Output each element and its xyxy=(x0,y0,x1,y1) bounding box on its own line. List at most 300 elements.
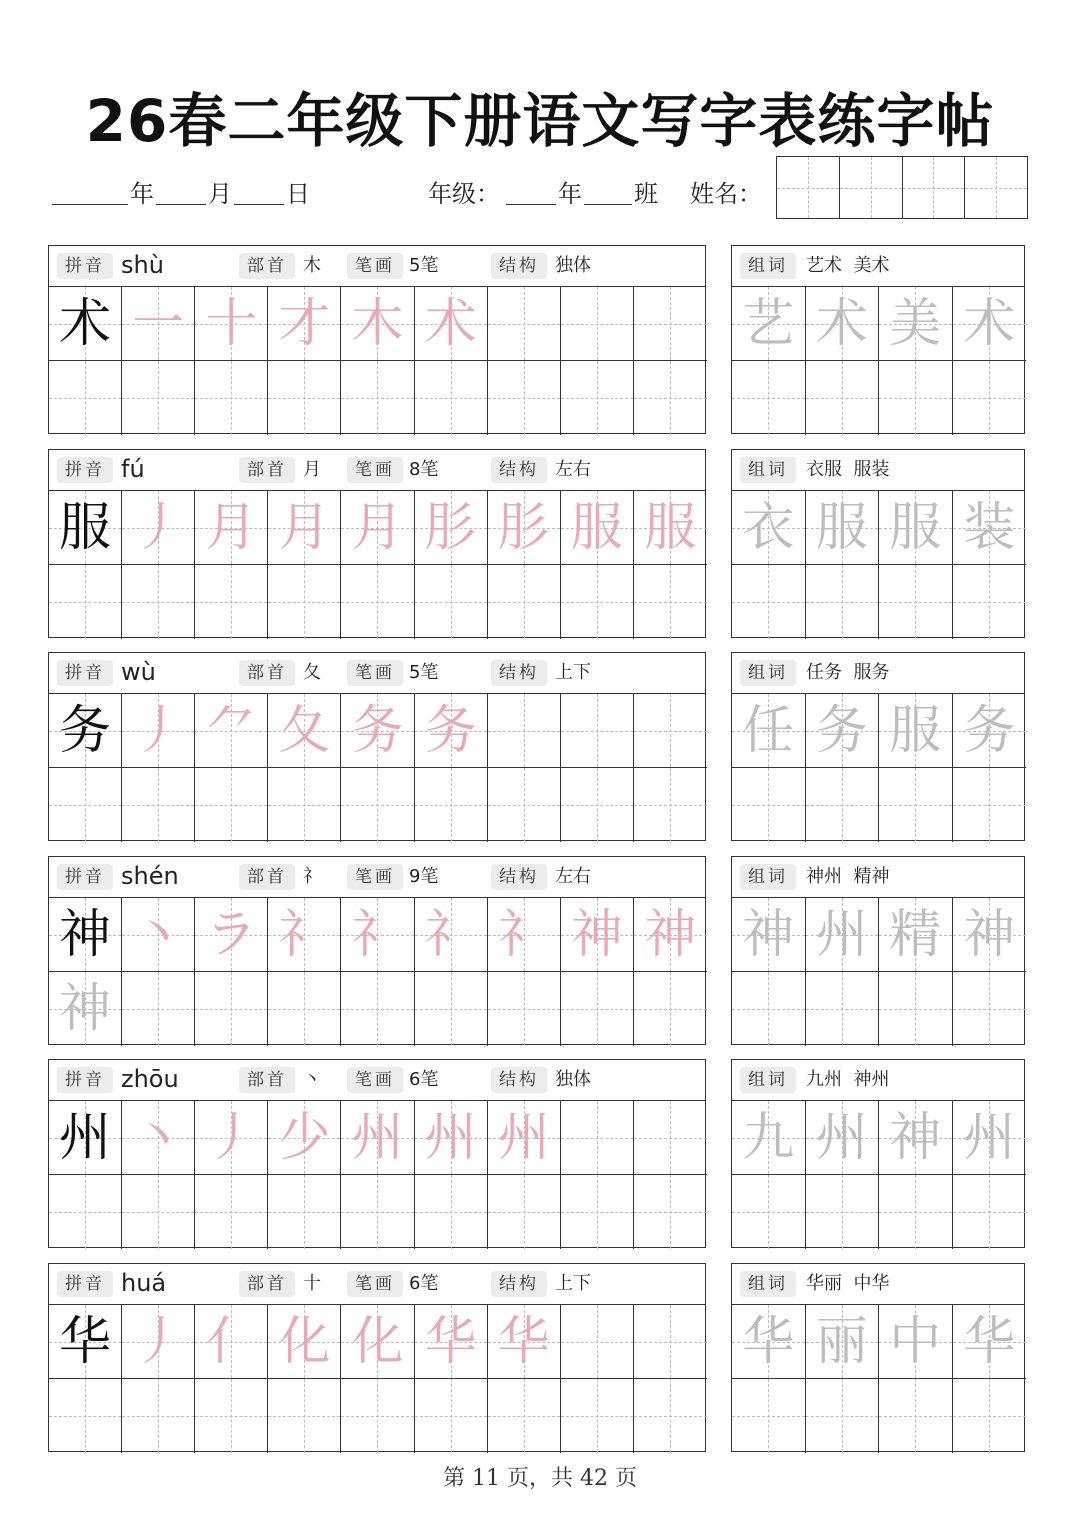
grade-year-label: 年 xyxy=(558,180,582,208)
word-cell[interactable] xyxy=(806,287,880,361)
strokes-tag: 笔画 xyxy=(347,864,403,890)
writing-cell[interactable] xyxy=(268,287,341,361)
char-info-header xyxy=(49,1060,705,1101)
word-cell[interactable] xyxy=(732,491,806,565)
writing-cell[interactable] xyxy=(634,1379,707,1453)
word-cell[interactable] xyxy=(953,491,1027,565)
word-header xyxy=(732,1264,1024,1305)
writing-cell[interactable] xyxy=(195,565,268,639)
stroke-order-step xyxy=(488,287,560,360)
writing-cell[interactable] xyxy=(488,768,561,842)
writing-cell[interactable] xyxy=(268,768,341,842)
stroke-order-step: 才 xyxy=(278,293,331,354)
stroke-order-step xyxy=(561,1305,633,1378)
pinyin-value: huá xyxy=(121,1269,167,1297)
writing-cell[interactable] xyxy=(488,1379,561,1453)
pinyin-tag: 拼音 xyxy=(57,457,113,483)
writing-cell[interactable] xyxy=(488,565,561,639)
radical-tag: 部首 xyxy=(239,660,295,686)
writing-cell[interactable] xyxy=(49,694,122,768)
stroke-order-step: 华 xyxy=(497,1311,550,1372)
writing-cell[interactable] xyxy=(561,1175,634,1249)
word-header xyxy=(732,653,1024,694)
writing-cell[interactable] xyxy=(341,1175,414,1249)
stroke-order-step: 服 xyxy=(570,497,623,558)
word-header xyxy=(732,450,1024,491)
word-cell[interactable] xyxy=(806,565,880,639)
word-cell[interactable] xyxy=(732,898,806,972)
words-value: 华丽 中华 xyxy=(806,1273,890,1294)
writing-cell[interactable] xyxy=(561,1379,634,1453)
writing-cell[interactable] xyxy=(488,694,561,768)
radical-value: 十 xyxy=(303,1273,321,1294)
stroke-order-step xyxy=(561,287,633,360)
writing-cell[interactable] xyxy=(341,287,414,361)
writing-cell[interactable] xyxy=(195,1379,268,1453)
writing-cell[interactable] xyxy=(122,491,195,565)
writing-cell[interactable] xyxy=(195,1305,268,1379)
writing-cell[interactable] xyxy=(268,898,341,972)
writing-cell[interactable] xyxy=(49,1101,122,1175)
word-trace-character: 服 xyxy=(889,700,942,761)
writing-cell[interactable] xyxy=(634,1175,707,1249)
year-blank[interactable] xyxy=(52,204,128,205)
writing-cell[interactable] xyxy=(122,287,195,361)
radical-tag: 部首 xyxy=(239,864,295,890)
word-trace-character: 服 xyxy=(815,497,868,558)
writing-cell[interactable] xyxy=(122,361,195,435)
writing-cell[interactable] xyxy=(49,287,122,361)
class-blank[interactable] xyxy=(584,204,632,205)
writing-cell[interactable] xyxy=(122,1175,195,1249)
char-info-header xyxy=(49,857,705,898)
word-trace-character: 九 xyxy=(742,1107,795,1168)
stroke-order-step: 礻 xyxy=(497,904,550,965)
word-block xyxy=(731,1059,1025,1248)
word-grid xyxy=(732,1305,1024,1451)
writing-cell[interactable] xyxy=(488,1101,561,1175)
writing-cell[interactable] xyxy=(341,1101,414,1175)
month-blank[interactable] xyxy=(156,204,206,205)
writing-cell[interactable] xyxy=(122,1305,195,1379)
year-label: 年 xyxy=(130,180,154,208)
word-cell[interactable] xyxy=(879,361,953,435)
radical-tag: 部首 xyxy=(239,253,295,279)
class-label: 班 xyxy=(634,180,658,208)
writing-cell[interactable] xyxy=(415,768,488,842)
writing-cell[interactable] xyxy=(268,565,341,639)
word-trace-character: 务 xyxy=(815,700,868,761)
writing-cell[interactable] xyxy=(488,972,561,1046)
stroke-count-value: 9笔 xyxy=(409,866,439,887)
writing-cell[interactable] xyxy=(49,768,122,842)
writing-cell[interactable] xyxy=(195,1175,268,1249)
writing-cell[interactable] xyxy=(415,972,488,1046)
word-cell[interactable] xyxy=(806,1379,880,1453)
word-trace-character: 术 xyxy=(815,293,868,354)
word-block xyxy=(731,245,1025,434)
writing-cell[interactable] xyxy=(122,694,195,768)
words-value: 艺术 美术 xyxy=(806,255,890,276)
pinyin-tag: 拼音 xyxy=(57,253,113,279)
writing-cell[interactable] xyxy=(122,972,195,1046)
writing-cell[interactable] xyxy=(268,1175,341,1249)
char-block xyxy=(48,245,706,434)
word-trace-character: 艺 xyxy=(742,293,795,354)
pinyin-value: shù xyxy=(121,251,164,279)
word-cell[interactable] xyxy=(806,361,880,435)
stroke-order-step: ⺈ xyxy=(205,700,258,761)
name-box-cell[interactable] xyxy=(777,157,840,218)
stroke-order-step: 肜 xyxy=(497,497,550,558)
writing-cell[interactable] xyxy=(49,898,122,972)
radical-tag: 部首 xyxy=(239,1271,295,1297)
writing-cell[interactable] xyxy=(341,898,414,972)
writing-cell[interactable] xyxy=(561,491,634,565)
word-cell[interactable] xyxy=(879,768,953,842)
structure-tag: 结构 xyxy=(491,1067,547,1093)
writing-cell[interactable] xyxy=(195,972,268,1046)
writing-cell[interactable] xyxy=(415,1101,488,1175)
writing-cell[interactable] xyxy=(561,1101,634,1175)
word-cell[interactable] xyxy=(732,1101,806,1175)
stroke-order-step: 术 xyxy=(424,293,477,354)
stroke-order-step: 神 xyxy=(570,904,623,965)
word-cell[interactable] xyxy=(879,491,953,565)
word-cell[interactable] xyxy=(879,565,953,639)
structure-tag: 结构 xyxy=(491,660,547,686)
writing-cell[interactable] xyxy=(341,565,414,639)
writing-cell[interactable] xyxy=(49,491,122,565)
word-trace-character: 华 xyxy=(742,1311,795,1372)
writing-cell[interactable] xyxy=(561,898,634,972)
writing-cell[interactable] xyxy=(634,287,707,361)
writing-cell[interactable] xyxy=(415,898,488,972)
stroke-order-step xyxy=(634,287,707,360)
writing-cell[interactable] xyxy=(415,361,488,435)
word-trace-character: 州 xyxy=(815,1107,868,1168)
word-cell[interactable] xyxy=(953,972,1027,1046)
writing-cell[interactable] xyxy=(415,1175,488,1249)
writing-cell[interactable] xyxy=(634,768,707,842)
writing-cell[interactable] xyxy=(122,898,195,972)
structure-value: 上下 xyxy=(555,662,591,683)
stroke-order-step xyxy=(634,1101,707,1174)
writing-cell[interactable] xyxy=(634,972,707,1046)
word-cell[interactable] xyxy=(879,1305,953,1379)
word-cell[interactable] xyxy=(879,898,953,972)
strokes-tag: 笔画 xyxy=(347,253,403,279)
stroke-order-step: 丶 xyxy=(132,904,185,965)
word-block xyxy=(731,1263,1025,1452)
word-cell[interactable] xyxy=(732,287,806,361)
writing-cell[interactable] xyxy=(634,694,707,768)
word-block xyxy=(731,856,1025,1045)
words-tag: 组词 xyxy=(740,457,796,483)
writing-cell[interactable] xyxy=(268,491,341,565)
stroke-order-step: 肜 xyxy=(424,497,477,558)
word-grid xyxy=(732,898,1024,1044)
grade-blank[interactable] xyxy=(506,204,556,205)
word-cell[interactable] xyxy=(732,1379,806,1453)
char-block xyxy=(48,449,706,638)
structure-value: 左右 xyxy=(555,866,591,887)
char-block xyxy=(48,856,706,1045)
writing-cell[interactable] xyxy=(415,565,488,639)
writing-cell[interactable] xyxy=(634,361,707,435)
word-cell[interactable] xyxy=(732,1175,806,1249)
writing-cell[interactable] xyxy=(634,491,707,565)
stroke-order-step: ラ xyxy=(205,904,258,965)
word-cell[interactable] xyxy=(806,972,880,1046)
writing-cell[interactable] xyxy=(341,1305,414,1379)
stroke-order-step: 神 xyxy=(644,904,697,965)
day-blank[interactable] xyxy=(234,204,284,205)
model-character: 州 xyxy=(59,1107,112,1168)
word-cell[interactable] xyxy=(953,287,1027,361)
word-trace-character: 州 xyxy=(815,904,868,965)
stroke-order-step: 务 xyxy=(351,700,404,761)
page-title: 26春二年级下册语文写字表练字帖 xyxy=(85,87,995,155)
writing-cell[interactable] xyxy=(634,1101,707,1175)
writing-cell[interactable] xyxy=(415,1305,488,1379)
stroke-order-step: 丿 xyxy=(205,1107,258,1168)
writing-cell[interactable] xyxy=(195,898,268,972)
writing-cell[interactable] xyxy=(341,694,414,768)
writing-cell[interactable] xyxy=(561,565,634,639)
writing-cell[interactable] xyxy=(634,898,707,972)
writing-cell[interactable] xyxy=(561,972,634,1046)
name-box-cell[interactable] xyxy=(965,157,1027,218)
word-cell[interactable] xyxy=(732,1305,806,1379)
writing-cell[interactable] xyxy=(415,694,488,768)
writing-cell[interactable] xyxy=(561,287,634,361)
strokes-tag: 笔画 xyxy=(347,457,403,483)
writing-cell[interactable] xyxy=(341,768,414,842)
word-cell[interactable] xyxy=(879,1175,953,1249)
stroke-order-step: 华 xyxy=(424,1311,477,1372)
strokes-tag: 笔画 xyxy=(347,1067,403,1093)
writing-cell[interactable] xyxy=(268,1101,341,1175)
writing-grid xyxy=(49,1305,705,1451)
writing-cell[interactable] xyxy=(122,1379,195,1453)
pinyin-value: wù xyxy=(121,658,156,686)
writing-cell[interactable] xyxy=(49,1175,122,1249)
writing-cell[interactable] xyxy=(195,287,268,361)
word-trace-character: 丽 xyxy=(815,1311,868,1372)
stroke-order-step: 丿 xyxy=(132,700,185,761)
word-cell[interactable] xyxy=(732,694,806,768)
structure-tag: 结构 xyxy=(491,1271,547,1297)
char-info-header xyxy=(49,653,705,694)
stroke-order-step: 化 xyxy=(278,1311,331,1372)
writing-cell[interactable] xyxy=(195,1101,268,1175)
word-cell[interactable] xyxy=(953,1175,1027,1249)
structure-tag: 结构 xyxy=(491,864,547,890)
word-trace-character: 任 xyxy=(742,700,795,761)
words-value: 九州 神州 xyxy=(806,1069,890,1090)
word-cell[interactable] xyxy=(879,1101,953,1175)
word-trace-character: 服 xyxy=(889,497,942,558)
word-cell[interactable] xyxy=(953,361,1027,435)
word-cell[interactable] xyxy=(806,1175,880,1249)
words-tag: 组词 xyxy=(740,1067,796,1093)
stroke-order-step: 礻 xyxy=(278,904,331,965)
radical-value: 夂 xyxy=(303,662,321,683)
stroke-count-value: 6笔 xyxy=(409,1273,439,1294)
pinyin-value: zhōu xyxy=(121,1065,179,1093)
writing-cell[interactable] xyxy=(488,898,561,972)
writing-cell[interactable] xyxy=(49,1379,122,1453)
pinyin-value: shén xyxy=(121,862,179,890)
stroke-order-step: 少 xyxy=(278,1107,331,1168)
writing-cell[interactable] xyxy=(488,1305,561,1379)
writing-cell[interactable] xyxy=(488,287,561,361)
writing-cell[interactable] xyxy=(341,491,414,565)
writing-cell[interactable] xyxy=(561,1305,634,1379)
writing-cell[interactable] xyxy=(268,361,341,435)
writing-cell[interactable] xyxy=(341,972,414,1046)
word-cell[interactable] xyxy=(732,565,806,639)
writing-cell[interactable] xyxy=(195,768,268,842)
writing-grid xyxy=(49,491,705,637)
word-cell[interactable] xyxy=(879,972,953,1046)
words-value: 神州 精神 xyxy=(806,866,890,887)
word-cell[interactable] xyxy=(879,1379,953,1453)
stroke-order-step: 丶 xyxy=(132,1107,185,1168)
word-cell[interactable] xyxy=(953,1379,1027,1453)
words-value: 任务 服务 xyxy=(806,662,890,683)
word-trace-character: 精 xyxy=(889,904,942,965)
writing-cell[interactable] xyxy=(488,361,561,435)
writing-cell[interactable] xyxy=(415,491,488,565)
stroke-order-step: 服 xyxy=(644,497,697,558)
char-block xyxy=(48,1263,706,1452)
writing-cell[interactable] xyxy=(268,1379,341,1453)
word-cell[interactable] xyxy=(953,565,1027,639)
char-info-header xyxy=(49,1264,705,1305)
word-header xyxy=(732,246,1024,287)
word-cell[interactable] xyxy=(953,768,1027,842)
word-cell[interactable] xyxy=(806,1101,880,1175)
writing-cell[interactable] xyxy=(195,694,268,768)
char-block xyxy=(48,652,706,841)
words-value: 衣服 服装 xyxy=(806,459,890,480)
writing-cell[interactable] xyxy=(561,694,634,768)
word-cell[interactable] xyxy=(953,694,1027,768)
writing-cell[interactable] xyxy=(415,287,488,361)
writing-cell[interactable] xyxy=(634,1305,707,1379)
word-trace-character: 神 xyxy=(963,904,1016,965)
name-box-cell[interactable] xyxy=(840,157,903,218)
structure-value: 左右 xyxy=(555,459,591,480)
model-character: 服 xyxy=(59,497,112,558)
char-info-header xyxy=(49,246,705,287)
word-grid xyxy=(732,287,1024,433)
word-cell[interactable] xyxy=(732,768,806,842)
radical-value: 月 xyxy=(303,459,321,480)
stroke-order-step: 亻 xyxy=(205,1311,258,1372)
writing-cell[interactable] xyxy=(268,694,341,768)
word-cell[interactable] xyxy=(953,1101,1027,1175)
word-cell[interactable] xyxy=(879,287,953,361)
pinyin-tag: 拼音 xyxy=(57,1271,113,1297)
word-cell[interactable] xyxy=(953,898,1027,972)
radical-value: 木 xyxy=(303,255,321,276)
stroke-order-step: 丿 xyxy=(132,497,185,558)
stroke-order-step xyxy=(634,694,707,767)
name-label: 姓名： xyxy=(690,180,762,208)
word-trace-character: 华 xyxy=(963,1311,1016,1372)
model-character: 术 xyxy=(59,293,112,354)
word-cell[interactable] xyxy=(953,1305,1027,1379)
page-footer: 第 11 页，共 42 页 xyxy=(443,1466,637,1491)
structure-tag: 结构 xyxy=(491,457,547,483)
word-cell[interactable] xyxy=(732,972,806,1046)
word-trace-character: 神 xyxy=(742,904,795,965)
word-cell[interactable] xyxy=(806,768,880,842)
writing-cell[interactable] xyxy=(268,972,341,1046)
word-cell[interactable] xyxy=(879,694,953,768)
writing-cell[interactable] xyxy=(561,361,634,435)
name-boxes[interactable] xyxy=(776,156,1028,219)
char-block xyxy=(48,1059,706,1248)
radical-value: 丶 xyxy=(303,1069,321,1090)
name-box-cell[interactable] xyxy=(903,157,966,218)
writing-cell[interactable] xyxy=(49,1305,122,1379)
stroke-count-value: 6笔 xyxy=(409,1069,439,1090)
word-grid xyxy=(732,491,1024,637)
writing-cell[interactable] xyxy=(561,768,634,842)
pinyin-tag: 拼音 xyxy=(57,660,113,686)
writing-cell[interactable] xyxy=(49,565,122,639)
writing-cell[interactable] xyxy=(488,1175,561,1249)
word-trace-character: 神 xyxy=(889,1107,942,1168)
structure-tag: 结构 xyxy=(491,253,547,279)
word-trace-character: 衣 xyxy=(742,497,795,558)
stroke-order-step xyxy=(561,694,633,767)
writing-cell[interactable] xyxy=(634,565,707,639)
writing-cell[interactable] xyxy=(341,1379,414,1453)
char-info-header xyxy=(49,450,705,491)
radical-value: 礻 xyxy=(303,866,321,887)
word-cell[interactable] xyxy=(732,361,806,435)
word-cell[interactable] xyxy=(806,898,880,972)
writing-cell[interactable] xyxy=(49,972,122,1046)
writing-cell[interactable] xyxy=(268,1305,341,1379)
writing-cell[interactable] xyxy=(415,1379,488,1453)
structure-value: 上下 xyxy=(555,1273,591,1294)
word-trace-character: 美 xyxy=(889,293,942,354)
stroke-order-step: 一 xyxy=(132,293,185,354)
word-cell[interactable] xyxy=(806,491,880,565)
writing-cell[interactable] xyxy=(341,361,414,435)
writing-grid xyxy=(49,1101,705,1247)
writing-cell[interactable] xyxy=(122,768,195,842)
writing-cell[interactable] xyxy=(122,1101,195,1175)
writing-cell[interactable] xyxy=(49,361,122,435)
stroke-order-step: 州 xyxy=(351,1107,404,1168)
word-cell[interactable] xyxy=(806,694,880,768)
stroke-order-step: 州 xyxy=(497,1107,550,1168)
stroke-order-step: 十 xyxy=(205,293,258,354)
stroke-count-value: 5笔 xyxy=(409,255,439,276)
writing-cell[interactable] xyxy=(195,361,268,435)
writing-cell[interactable] xyxy=(122,565,195,639)
writing-cell[interactable] xyxy=(195,491,268,565)
word-cell[interactable] xyxy=(806,1305,880,1379)
writing-cell[interactable] xyxy=(488,491,561,565)
